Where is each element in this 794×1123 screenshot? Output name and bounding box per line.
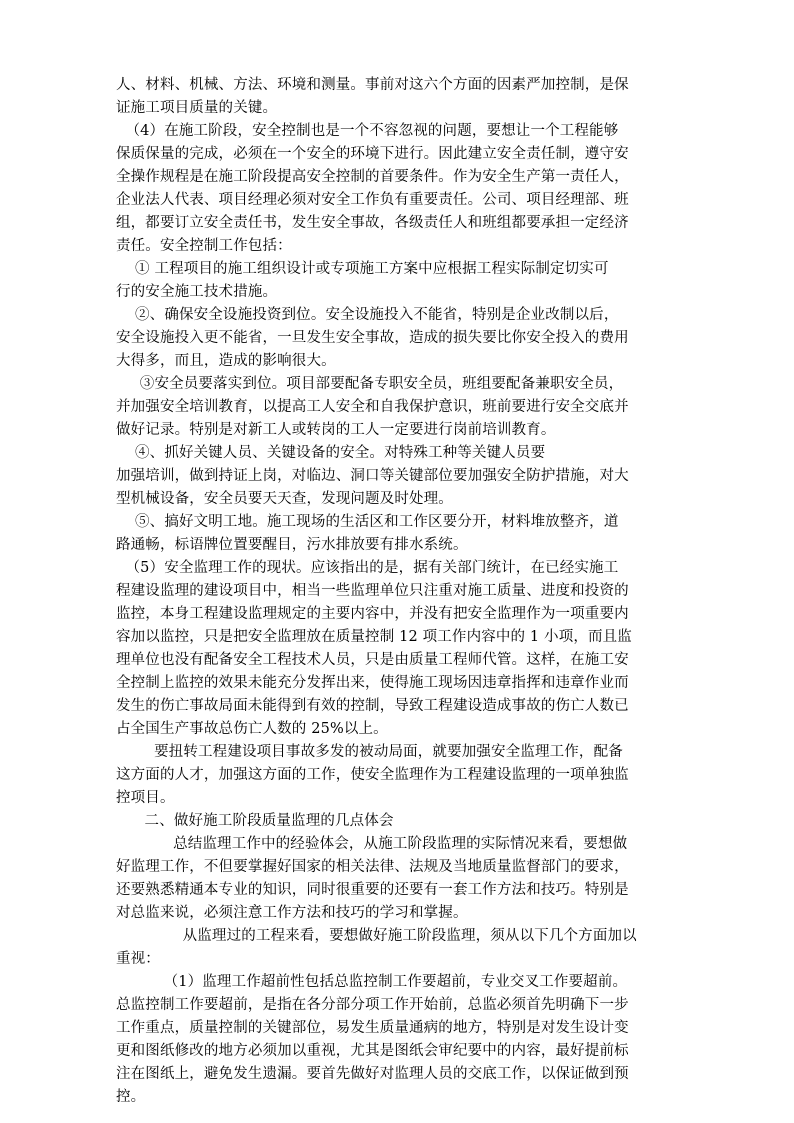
text-line: 全控制上监控的效果未能充分发挥出来，使得施工现场因违章指挥和违章作业而 xyxy=(116,675,629,691)
text-line: ① 工程项目的施工组织设计或专项施工方案中应根据工程实际制定切实可 xyxy=(116,261,609,277)
text-line: 大得多，而且，造成的影响很大。 xyxy=(116,353,336,369)
text-line: （4）在施工阶段，安全控制也是一个不容忽视的问题，要想让一个工程能够 xyxy=(116,123,619,139)
text-line: 对总监来说，必须注意工作方法和技巧的学习和掌握。 xyxy=(116,905,468,921)
text-line: （1）监理工作超前性包括总监控制工作要超前，专业交叉工作要超前。 xyxy=(116,974,628,990)
text-line: 人、材料、机械、方法、环境和测量。事前对这六个方面的因素严加控制，是保 xyxy=(116,77,629,93)
text-line: 控。 xyxy=(116,1089,146,1105)
text-line: 重视： xyxy=(116,951,160,967)
text-line: 安全设施投入更不能省，一旦发生安全事故，造成的损失要比你安全投入的费用 xyxy=(116,330,629,346)
text-line: 证施工项目质量的关键。 xyxy=(116,100,278,116)
text-line: ⑤、搞好文明工地。施工现场的生活区和工作区要分开，材料堆放整齐，道 xyxy=(116,514,619,530)
text-line: 做好记录。特别是对新工人或转岗的工人一定要进行岗前培训教育。 xyxy=(116,422,556,438)
text-line: 占全国生产事故总伤亡人数的 25%以上。 xyxy=(116,721,388,737)
text-line: 加强培训，做到持证上岗，对临边、洞口等关键部位要加强安全防护措施，对大 xyxy=(116,468,629,484)
text-line: ③安全员要落实到位。项目部要配备专职安全员，班组要配备兼职安全员， xyxy=(116,376,624,392)
text-line: 企业法人代表、项目经理必须对安全工作负有重要责任。公司、项目经理部、班 xyxy=(116,192,629,208)
text-line: 保质保量的完成，必须在一个安全的环境下进行。因此建立安全责任制，遵守安 xyxy=(116,146,629,162)
text-line: 责任。安全控制工作包括： xyxy=(116,238,292,254)
text-line: 注在图纸上，避免发生遗漏。要首先做好对监理人员的交底工作，以保证做到预 xyxy=(116,1066,629,1082)
text-line: 要扭转工程建设项目事故多发的被动局面，就要加强安全监理工作，配备 xyxy=(116,744,623,760)
text-line: 行的安全施工技术措施。 xyxy=(116,284,278,300)
text-line: 发生的伤亡事故局面未能得到有效的控制，导致工程建设造成事故的伤亡人数已 xyxy=(116,698,629,714)
text-line: 更和图纸修改的地方必须加以重视，尤其是图纸会审纪要中的内容，最好提前标 xyxy=(116,1043,629,1059)
text-line: 好监理工作，不但要掌握好国家的相关法律、法规及当地质量监督部门的要求， xyxy=(116,859,629,875)
text-line: 理单位也没有配备安全工程技术人员，只是由质量工程师代管。这样，在施工安 xyxy=(116,652,629,668)
text-line: 组，都要订立安全责任书，发生安全事故，各级责任人和班组都要承担一定经济 xyxy=(116,215,629,231)
text-line: 监控，本身工程建设监理规定的主要内容中，并没有把安全监理作为一项重要内 xyxy=(116,606,629,622)
text-line: 二、做好施工阶段质量监理的几点体会 xyxy=(116,813,394,829)
text-line: 总监控制工作要超前，是指在各分部分项工作开始前，总监必须首先明确下一步 xyxy=(116,997,629,1013)
text-line: ②、确保安全设施投资到位。安全设施投入不能省，特别是企业改制以后， xyxy=(116,307,619,323)
text-line: 容加以监控，只是把安全监理放在质量控制 12 项工作内容中的 1 小项，而且监 xyxy=(116,629,632,645)
text-line: 型机械设备，安全员要天天查，发现问题及时处理。 xyxy=(116,491,453,507)
text-line: 这方面的人才，加强这方面的工作，使安全监理作为工程建设监理的一项单独监 xyxy=(116,767,629,783)
text-line: 全操作规程是在施工阶段提高安全控制的首要条件。作为安全生产第一责任人， xyxy=(116,169,629,185)
text-line: （5）安全监理工作的现状。应该指出的是，据有关部门统计，在已经实施工 xyxy=(116,560,619,576)
text-line: 控项目。 xyxy=(116,790,175,806)
text-line: 路通畅，标语牌位置要醒目，污水排放要有排水系统。 xyxy=(116,537,468,553)
text-line: 工作重点，质量控制的关键部位，易发生质量通病的地方，特别是对发生设计变 xyxy=(116,1020,629,1036)
text-line: ④、抓好关键人员、关键设备的安全。对特殊工种等关键人员要 xyxy=(116,445,546,461)
text-line: 还要熟悉精通本专业的知识，同时很重要的还要有一套工作方法和技巧。特别是 xyxy=(116,882,629,898)
text-line: 从监理过的工程来看，要想做好施工阶段监理，须从以下几个方面加以 xyxy=(116,928,637,944)
body-text xyxy=(116,74,676,1109)
text-line: 总结监理工作中的经验体会，从施工阶段监理的实际情况来看，要想做 xyxy=(116,836,628,852)
text-line: 程建设监理的建设项目中，相当一些监理单位只注重对施工质量、进度和投资的 xyxy=(116,583,629,599)
text-line: 并加强安全培训教育，以提高工人安全和自我保护意识，班前要进行安全交底并 xyxy=(116,399,629,415)
